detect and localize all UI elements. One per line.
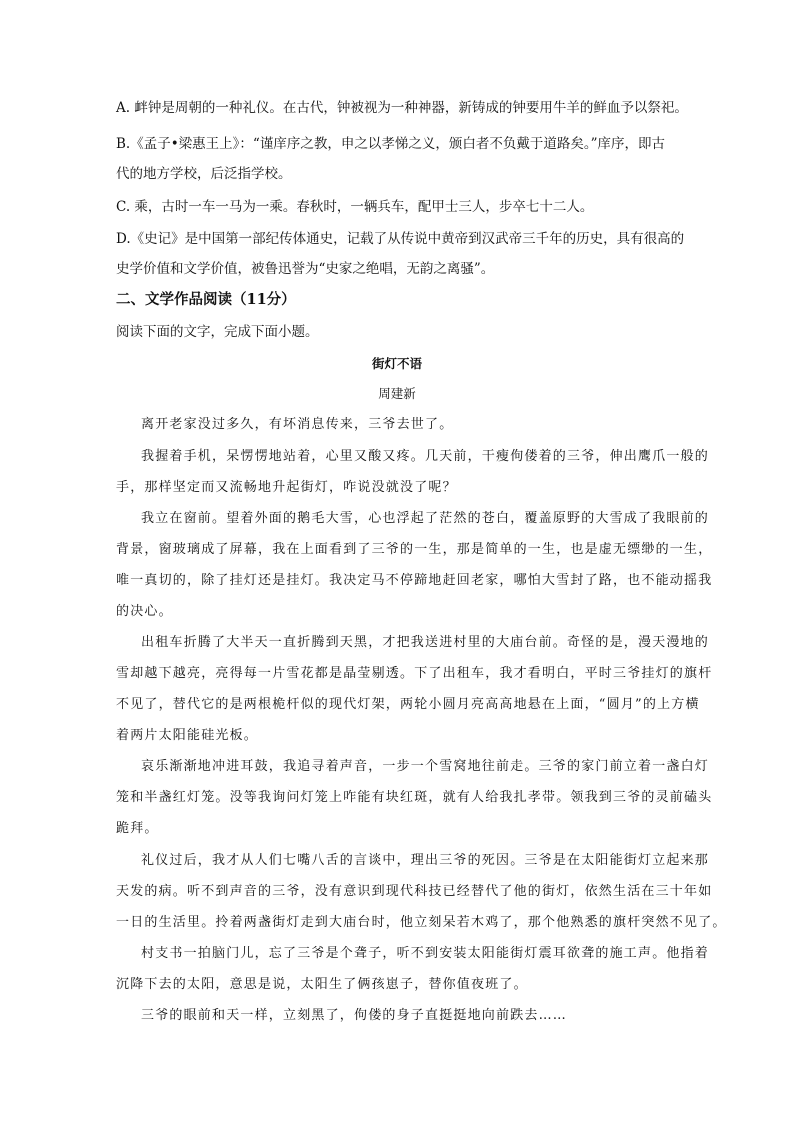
story-line: 沉降下去的太阳，意思是说，太阳生了俩孩崽子，替你值夜班了。 xyxy=(116,977,528,992)
story-line: 不见了，替代它的是两根桅杆似的现代灯架，两轮小圆月亮高高地悬在上面，“圆月”的上方横 xyxy=(116,697,700,712)
story-line: 礼仪过后，我才从人们七嘴八舌的言谈中，理出三爷的死因。三爷是在太阳能街灯立起来那 xyxy=(141,853,710,868)
story-line: 离开老家没过多久，有坏消息传来，三爷去世了。 xyxy=(141,417,454,432)
story-line: 的决心。 xyxy=(116,604,173,619)
story-line: 村支书一拍脑门儿，忘了三爷是个聋子，听不到安装太阳能街灯震耳欲聋的施工声。他指着 xyxy=(141,946,710,961)
story-line: 三爷的眼前和天一样，立刻黑了，佝偻的身子直挺挺地向前跌去…… xyxy=(141,1008,568,1023)
story-line: 一日的生活里。拎着两盏街灯走到大庙台时，他立刻呆若木鸡了，那个他熟悉的旗杆突然不见了。 xyxy=(116,915,727,930)
story-line: 唯一真切的，除了挂灯还是挂灯。我决定马不停蹄地赶回老家，哪怕大雪封了路，也不能动摇我 xyxy=(116,573,713,588)
story-line: 着两片太阳能硅光板。 xyxy=(116,728,259,743)
option-d-line-1: D.《史记》是中国第一部纪传体通史，记载了从传说中黄帝到汉武帝三千年的历史，具有很高的 xyxy=(116,231,685,247)
story-line: 背景，窗玻璃成了屏幕，我在上面看到了三爷的一生，那是简单的一生，也是虚无缥缈的一生， xyxy=(116,542,713,557)
story-line: 出租车折腾了大半天一直折腾到天黑，才把我送进村里的大庙台前。奇怪的是，漫天漫地的 xyxy=(141,635,710,650)
story-author: 周建新 xyxy=(378,386,416,401)
option-b-line-1: B.《孟子•梁惠王上》：“谨庠序之教，申之以孝悌之义，颁白者不负戴于道路矣。”庠序，即古 xyxy=(116,136,665,152)
story-line: 跪拜。 xyxy=(116,821,159,836)
story-line: 笼和半盏红灯笼。没等我询问灯笼上咋能有块红斑，就有人给我扎孝带。领我到三爷的灵前磕头 xyxy=(116,790,713,805)
story-line: 我握着手机，呆愣愣地站着，心里又酸又疼。几天前，干瘦佝偻着的三爷，伸出鹰爪一般的 xyxy=(141,449,710,464)
option-c: C. 乘，古时一车一马为一乘。春秋时，一辆兵车，配甲士三人，步卒七十二人。 xyxy=(116,199,594,215)
option-b-line-2: 代的地方学校，后泛指学校。 xyxy=(116,166,292,182)
story-line: 哀乐渐渐地冲进耳鼓，我追寻着声音，一步一个雪窝地往前走。三爷的家门前立着一盏白灯 xyxy=(141,759,710,774)
story-line: 我立在窗前。望着外面的鹅毛大雪，心也浮起了茫然的苍白，覆盖原野的大雪成了我眼前的 xyxy=(141,511,710,526)
story-line: 手，那样坚定而又流畅地升起街灯，咋说没就没了呢？ xyxy=(116,480,457,495)
section-instruction: 阅读下面的文字，完成下面小题。 xyxy=(116,324,319,340)
story-line: 天发的病。听不到声音的三爷，没有意识到现代科技已经替代了他的街灯，依然生活在三十年如 xyxy=(116,884,713,899)
option-d-line-2: 史学价值和文学价值，被鲁迅誉为“史家之绝唱，无韵之离骚”。 xyxy=(116,261,495,277)
story-line: 雪却越下越亮，亮得每一片雪花都是晶莹剔透。下了出租车，我才看明白，平时三爷挂灯的旗杆 xyxy=(116,666,713,681)
story-title: 街灯不语 xyxy=(371,356,422,371)
option-a: A. 衅钟是周朝的一种礼仪。在古代，钟被视为一种神器，新铸成的钟要用牛羊的鲜血予以祭祀。 xyxy=(116,100,688,116)
section-heading: 二、文学作品阅读（11分） xyxy=(116,291,296,308)
